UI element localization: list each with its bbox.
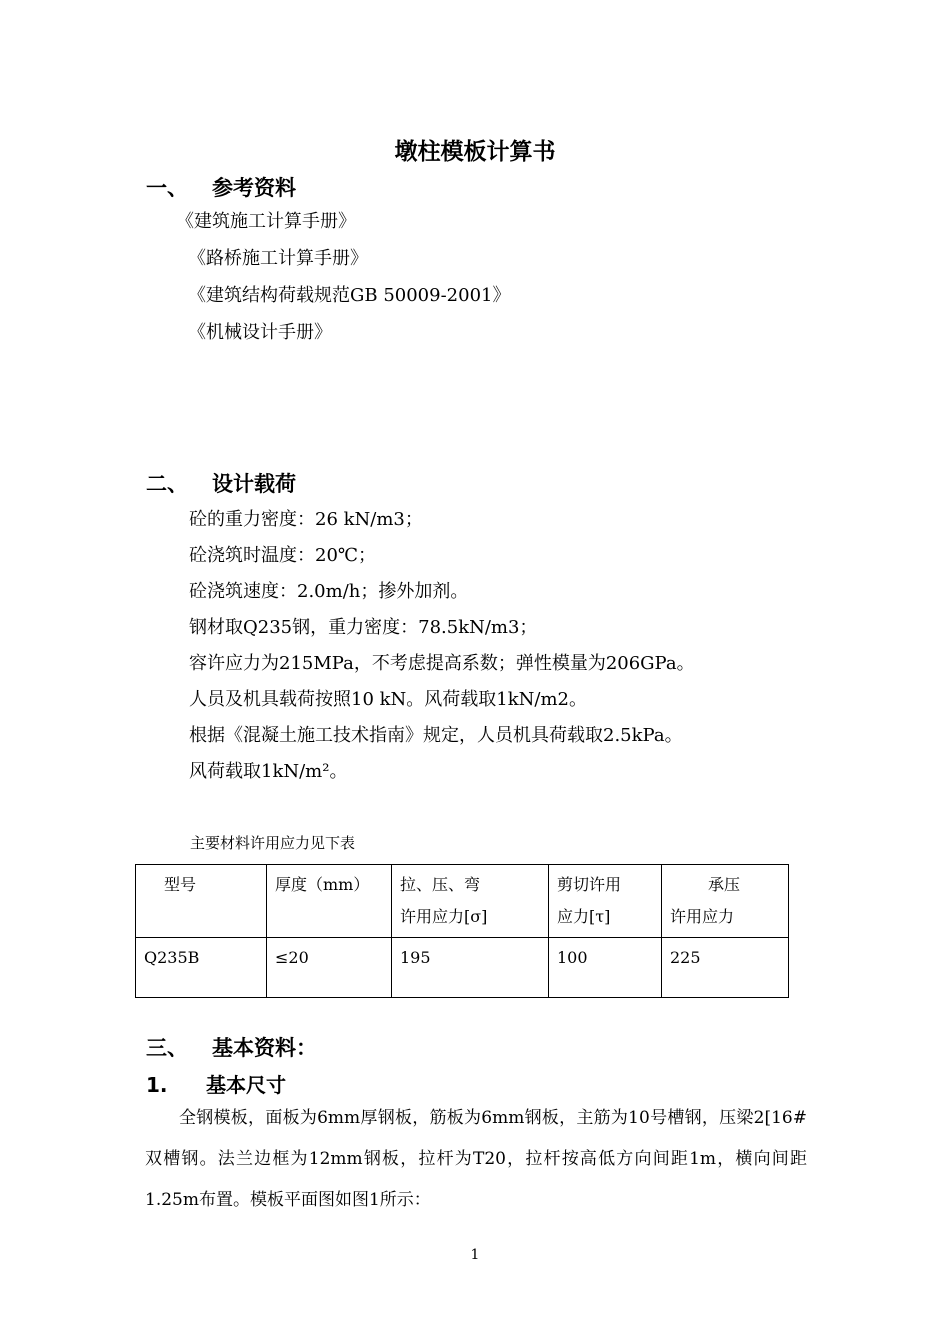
section-heading-design-load [146, 468, 296, 498]
section-heading-references [146, 172, 296, 202]
reference-item: 《建筑施工计算手册》 [176, 211, 356, 232]
reference-item: 《机械设计手册》 [188, 322, 332, 343]
table-caption: 主要材料许用应力见下表 [190, 834, 356, 852]
reference-item: 《路桥施工计算手册》 [188, 248, 368, 269]
load-item: 砼浇筑时温度：20℃； [189, 545, 377, 566]
reference-item: 《建筑结构荷载规范GB 50009-2001》 [188, 285, 511, 306]
section-heading-basic-info [146, 1032, 317, 1062]
load-item: 人员及机具载荷按照10 kN。风荷载取1kN/m2。 [189, 689, 587, 710]
load-item: 风荷载取1kN/m²。 [189, 761, 348, 782]
section-number: 一、 [146, 176, 188, 200]
table-cell: 225 [662, 938, 789, 998]
table-cell: ≤20 [267, 938, 392, 998]
section-number: 二、 [146, 472, 188, 496]
table-header-cell: 承压 许用应力 [662, 865, 789, 938]
table-cell: 195 [392, 938, 549, 998]
table-cell: 100 [549, 938, 662, 998]
load-item: 砼浇筑速度：2.0m/h；掺外加剂。 [189, 581, 469, 602]
table-header-row [136, 865, 789, 938]
page-number: 1 [470, 1247, 480, 1263]
table-header-cell: 拉、压、弯 许用应力[σ] [392, 865, 549, 938]
table-header-cell: 型号 [136, 865, 267, 938]
section-number: 三、 [146, 1036, 188, 1060]
load-item: 根据《混凝土施工技术指南》规定，人员机具荷载取2.5kPa。 [189, 725, 683, 746]
table-header-cell: 厚度（mm） [267, 865, 392, 938]
material-stress-table [135, 864, 789, 998]
section-label: 基本资料： [212, 1036, 317, 1060]
subsection-number: 1. [146, 1073, 168, 1097]
section-label: 参考资料 [212, 176, 296, 200]
subsection-label: 基本尺寸 [206, 1073, 286, 1097]
subsection-heading-basic-dimensions [146, 1069, 286, 1098]
page-title: 墩柱模板计算书 [394, 138, 556, 165]
table-header-cell: 剪切许用 应力[τ] [549, 865, 662, 938]
basic-dimensions-paragraph: 全钢模板，面板为6mm厚钢板，筋板为6mm钢板，主筋为10号槽钢，压梁2[16#双槽钢。法兰边框为12mm钢板，拉杆为T20，拉杆按高低方向间距1m，横向间距1.25m布置。模板平面图如图1所示： [145, 1108, 807, 1210]
load-item: 容许应力为215MPa，不考虑提高系数；弹性模量为206GPa。 [189, 653, 695, 674]
load-item: 钢材取Q235钢，重力密度：78.5kN/m3； [189, 617, 538, 638]
table-cell: Q235B [136, 938, 267, 998]
load-item: 砼的重力密度：26 kN/m3； [189, 509, 423, 530]
section-label: 设计载荷 [212, 472, 296, 496]
table-row [136, 938, 789, 998]
